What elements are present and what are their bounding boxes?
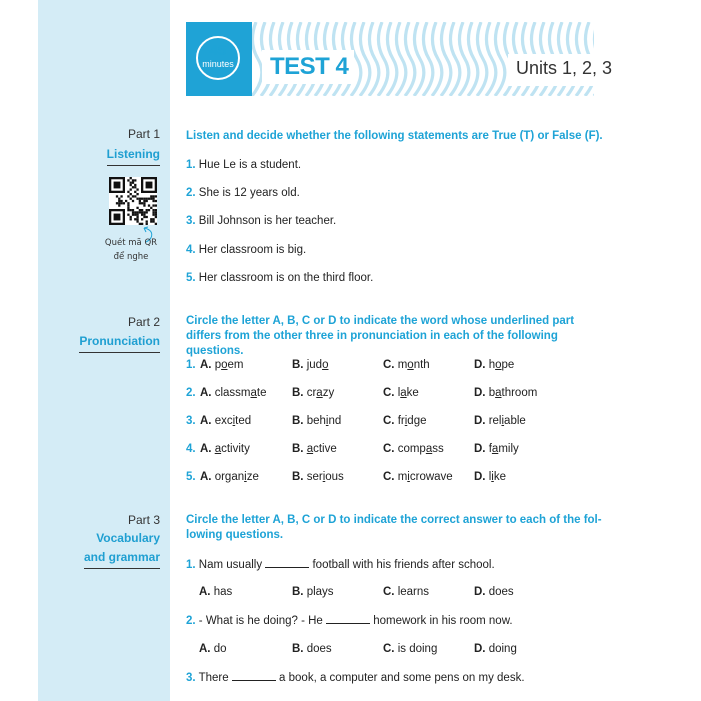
answer-option[interactable]: D. doing (474, 643, 517, 655)
answer-option[interactable]: A. poem (200, 359, 244, 371)
answer-option[interactable]: B. does (292, 643, 332, 655)
answer-option[interactable]: B. behind (292, 415, 342, 427)
answer-option[interactable]: D. like (474, 471, 506, 483)
part1-statement: 5. Her classroom is on the third floor. (186, 272, 374, 284)
answer-option[interactable]: A. excited (200, 415, 252, 427)
answer-option[interactable]: D. hope (474, 359, 515, 371)
timer-badge (196, 36, 240, 80)
answer-option[interactable]: D. family (474, 443, 519, 455)
timer-unit: minutes (202, 59, 234, 69)
answer-option[interactable]: B. plays (292, 586, 334, 598)
test-title: TEST 4 (270, 53, 349, 80)
qr-code-icon[interactable] (109, 177, 157, 225)
answer-option[interactable]: C. lake (383, 387, 419, 399)
part3-name-line1: Vocabulary (96, 531, 160, 545)
answer-option[interactable]: D. bathroom (474, 387, 538, 399)
part3-instruction-line2: lowing questions. (186, 529, 284, 541)
answer-option[interactable]: A. classmate (200, 387, 267, 399)
part2-question-number: 1. (186, 359, 196, 371)
answer-option[interactable]: B. active (292, 443, 337, 455)
part3-label: Part 3 (127, 513, 160, 527)
timer-value: 45 (209, 42, 227, 59)
part2-question-number: 3. (186, 415, 196, 427)
answer-option[interactable]: B. serious (292, 471, 344, 483)
part2-question-number: 5. (186, 471, 196, 483)
part3-instruction-line1: Circle the letter A, B, C or D to indicate the correct answer to each of the fol- (186, 514, 602, 526)
part2-label: Part 2 (127, 315, 160, 329)
part2-instruction-line1: Circle the letter A, B, C or D to indicate the word whose underlined part (186, 315, 575, 327)
answer-option[interactable]: A. activity (200, 443, 250, 455)
qr-caption: Quét mã QR để nghe (104, 238, 158, 262)
part1-name: Listening (107, 146, 160, 166)
part1-instruction: Listen and decide whether the following statements are True (T) or False (F). (186, 130, 603, 142)
answer-option[interactable]: C. fridge (383, 415, 427, 427)
answer-blank[interactable] (232, 671, 276, 681)
answer-option[interactable]: C. compass (383, 443, 444, 455)
part1-statement: 3. Bill Johnson is her teacher. (186, 215, 337, 227)
answer-option[interactable]: A. has (199, 586, 233, 598)
answer-blank[interactable] (326, 614, 370, 624)
part1-label: Part 1 (127, 127, 160, 141)
part2-instruction-line2: differs from the other three in pronunciation in each of the following questions. (186, 330, 558, 357)
part2-name: Pronunciation (79, 333, 160, 353)
answer-option[interactable]: D. does (474, 586, 514, 598)
answer-blank[interactable] (265, 558, 309, 568)
part2-question-number: 2. (186, 387, 196, 399)
answer-option[interactable]: C. is doing (383, 643, 438, 655)
answer-option[interactable]: D. reliable (474, 415, 526, 427)
answer-option[interactable]: A. organize (200, 471, 259, 483)
part3-question-2: 2. - What is he doing? - He homework in his room now. (186, 615, 513, 627)
answer-option[interactable]: B. judo (292, 359, 329, 371)
part1-statement: 2. She is 12 years old. (186, 187, 300, 199)
part3-question-3: 3. There a book, a computer and some pens on my desk. (186, 672, 525, 684)
answer-option[interactable]: A. do (199, 643, 227, 655)
units-label: Units 1, 2, 3 (516, 58, 613, 78)
part3-name-line2: and grammar (84, 549, 160, 569)
part1-statement: 1. Hue Le is a student. (186, 159, 302, 171)
answer-option[interactable]: C. month (383, 359, 430, 371)
part1-statement: 4. Her classroom is big. (186, 244, 307, 256)
answer-option[interactable]: B. crazy (292, 387, 335, 399)
answer-option[interactable]: C. learns (383, 586, 430, 598)
part2-question-number: 4. (186, 443, 196, 455)
answer-option[interactable]: C. microwave (383, 471, 453, 483)
part3-question-1: 1. Nam usually football with his friends after school. (186, 559, 495, 571)
